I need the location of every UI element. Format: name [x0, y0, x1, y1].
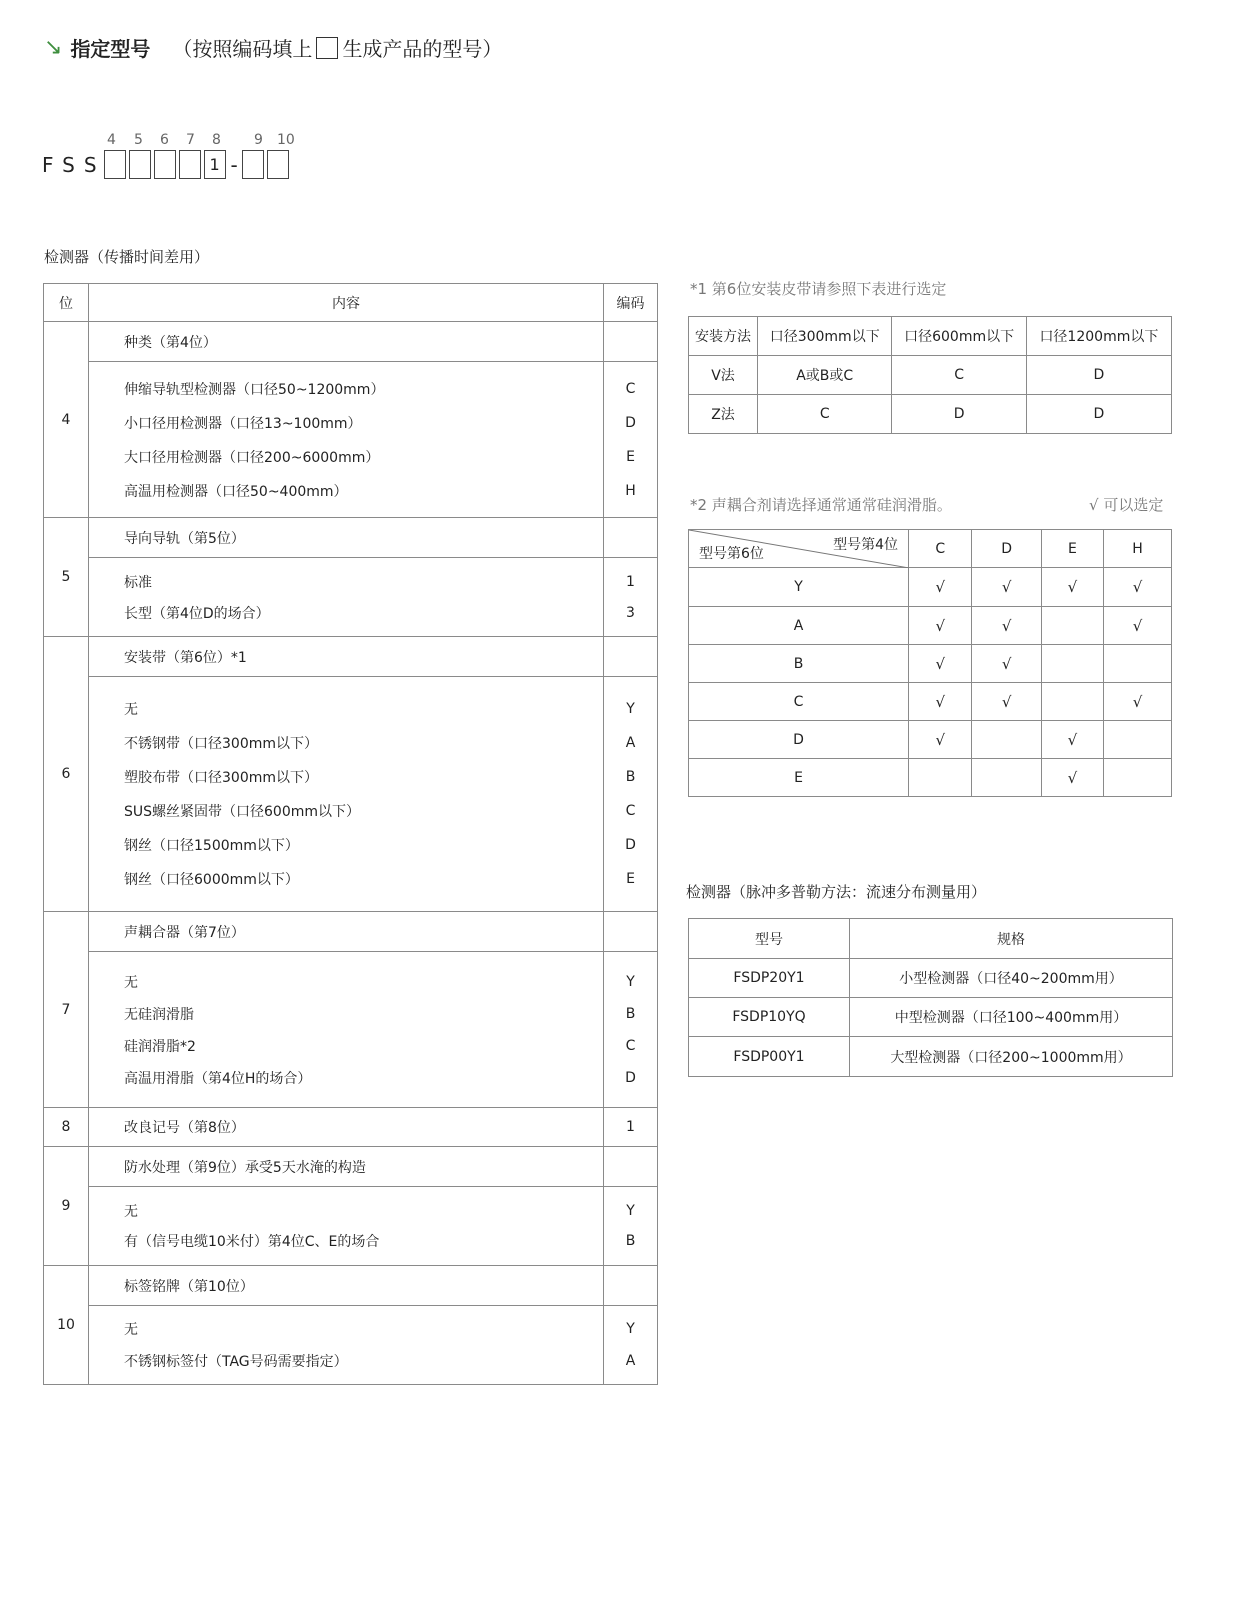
cell: 大型检测器（口径200~1000mm用）: [850, 1037, 1173, 1077]
row-label: E: [689, 759, 909, 797]
table-row: [689, 356, 1172, 395]
option-code: C: [625, 1037, 636, 1054]
check-mark: [1104, 721, 1172, 759]
check-mark: √: [909, 721, 972, 759]
group-header-row: [44, 1147, 658, 1187]
table-row: [689, 759, 1172, 797]
pos-label: 5: [134, 132, 143, 148]
cell: A或B或C: [758, 356, 892, 395]
table-row: [689, 959, 1173, 998]
option-text: 无: [124, 974, 138, 991]
empty-code: [604, 1266, 658, 1306]
option-code: B: [625, 1233, 636, 1249]
main-spec-table: [43, 283, 658, 1385]
option-code: Y: [626, 1203, 635, 1219]
cell: FSDP00Y1: [689, 1037, 850, 1077]
check-mark: √: [909, 645, 972, 683]
col-header: 口径600mm以下: [892, 317, 1026, 356]
option-code: E: [626, 448, 635, 465]
option-code: H: [625, 482, 636, 499]
pos-label: 7: [186, 132, 195, 148]
corner-top: 型号第4位: [833, 537, 898, 553]
option-code: D: [625, 414, 636, 431]
header-content: 内容: [89, 284, 604, 322]
check-mark: √: [909, 607, 972, 645]
option-code: Y: [626, 1321, 635, 1337]
option-text: 有（信号电缆10米付）第4位C、E的场合: [124, 1234, 380, 1250]
col-header: H: [1104, 530, 1172, 568]
code-box: [242, 150, 264, 179]
group-row: [44, 1108, 658, 1147]
belt-table: [688, 316, 1172, 434]
empty-code: [604, 1147, 658, 1187]
cell: C: [758, 395, 892, 434]
code-box: [179, 150, 201, 179]
option-text: 伸缩导轨型检测器（口径50~1200mm）: [124, 381, 385, 398]
code-prefix: FSS: [42, 152, 106, 177]
option-text: 无: [124, 702, 138, 718]
option-code: A: [625, 735, 636, 751]
main-section-title: 检测器（传播时间差用）: [44, 248, 210, 266]
col-header: D: [972, 530, 1041, 568]
cell: C: [892, 356, 1026, 395]
check-mark: [972, 759, 1041, 797]
cell: 小型检测器（口径40~200mm用）: [850, 959, 1173, 998]
col-header: 型号: [689, 919, 850, 959]
group-title: 导向导轨（第5位）: [89, 518, 604, 558]
option-code: Y: [626, 701, 635, 717]
pos-label: 8: [212, 132, 221, 148]
position-number: 10: [44, 1266, 89, 1385]
empty-code: [604, 518, 658, 558]
empty-code: [604, 322, 658, 362]
group-items-row: [44, 362, 658, 518]
check-mark: [1104, 759, 1172, 797]
group-header-row: [44, 322, 658, 362]
col-header: 口径1200mm以下: [1026, 317, 1171, 356]
option-code: 3: [626, 604, 635, 621]
table-row: [689, 645, 1172, 683]
check-mark: [1041, 683, 1103, 721]
table-row: [689, 998, 1173, 1037]
doppler-section-title: 检测器（脉冲多普勒方法：流速分布测量用）: [686, 883, 987, 901]
check-mark: √: [909, 683, 972, 721]
option-code: C: [625, 803, 636, 819]
option-text: 无: [124, 1322, 138, 1338]
group-items-row: [44, 1306, 658, 1385]
row-label: A: [689, 607, 909, 645]
check-mark: √: [1041, 759, 1103, 797]
option-text: SUS螺丝紧固带（口径600mm以下）: [124, 804, 361, 820]
col-header: C: [909, 530, 972, 568]
table-row: [689, 607, 1172, 645]
pos-label: 9: [254, 132, 263, 148]
option-text: 塑胶布带（口径300mm以下）: [124, 770, 318, 786]
arrow-down-right-icon: ↘: [44, 35, 63, 60]
option-text: 小口径用检测器（口径13~100mm）: [124, 415, 362, 432]
position-number: 5: [44, 518, 89, 637]
cell: 中型检测器（口径100~400mm用）: [850, 998, 1173, 1037]
title-text: 指定型号: [70, 37, 151, 61]
corner-cell: [689, 530, 909, 568]
option-text: 无硅润滑脂: [124, 1006, 194, 1023]
cell: D: [892, 395, 1026, 434]
code-value: 1: [604, 1108, 658, 1147]
subtitle-post: 生成产品的型号）: [342, 37, 503, 61]
option-text: 高温用检测器（口径50~400mm）: [124, 483, 348, 500]
option-code: A: [625, 1353, 636, 1369]
option-text: 无: [124, 1204, 138, 1220]
check-mark: √: [1104, 683, 1172, 721]
check-mark: √: [972, 568, 1041, 607]
option-code: 1: [626, 573, 635, 590]
pos-label: 4: [107, 132, 116, 148]
group-header-row: [44, 1266, 658, 1306]
col-header: E: [1041, 530, 1103, 568]
option-code: C: [625, 380, 636, 397]
check-mark: [972, 721, 1041, 759]
check-mark: √: [972, 645, 1041, 683]
option-text: 钢丝（口径1500mm以下）: [124, 838, 299, 854]
cell: D: [1026, 395, 1171, 434]
cell: D: [1026, 356, 1171, 395]
code-box-fixed: 1: [204, 150, 226, 179]
col-header: 安装方法: [689, 317, 758, 356]
check-mark: √: [1104, 568, 1172, 607]
check-mark: [1104, 645, 1172, 683]
table-row: [689, 395, 1172, 434]
option-code: D: [625, 837, 636, 853]
subtitle-pre: （按照编码填上: [172, 37, 313, 61]
table-row: [689, 683, 1172, 721]
option-code: B: [625, 1005, 636, 1022]
check-mark: √: [1041, 568, 1103, 607]
empty-code: [604, 637, 658, 677]
fill-box-icon: [316, 37, 338, 59]
compat-table: [688, 529, 1172, 797]
page-title: [44, 33, 502, 62]
code-box: [104, 150, 126, 179]
cell: Z法: [689, 395, 758, 434]
col-header: 规格: [850, 919, 1173, 959]
row-label: C: [689, 683, 909, 721]
group-title: 防水处理（第9位）承受5天水淹的构造: [89, 1147, 604, 1187]
option-text: 钢丝（口径6000mm以下）: [124, 872, 299, 888]
doppler-table: [688, 918, 1173, 1077]
check-mark: [1041, 645, 1103, 683]
row-label: Y: [689, 568, 909, 607]
option-text: 不锈钢标签付（TAG号码需要指定）: [124, 1354, 348, 1370]
check-mark: √: [972, 607, 1041, 645]
group-title: 标签铭牌（第10位）: [89, 1266, 604, 1306]
group-title: 改良记号（第8位）: [89, 1108, 604, 1147]
check-mark: √: [1104, 607, 1172, 645]
check-mark: [1041, 607, 1103, 645]
option-text: 长型（第4位D的场合）: [124, 605, 270, 622]
position-number: 9: [44, 1147, 89, 1266]
option-code: E: [626, 871, 635, 887]
check-mark: √: [972, 683, 1041, 721]
group-items-row: [44, 558, 658, 637]
group-items-row: [44, 952, 658, 1108]
empty-code: [604, 912, 658, 952]
note-2: *2 声耦合剂请选择通常通常硅润滑脂。: [690, 496, 952, 514]
header-code: 编码: [604, 284, 658, 322]
code-box: [129, 150, 151, 179]
check-legend: √ 可以选定: [1089, 496, 1164, 514]
position-number: 7: [44, 912, 89, 1108]
row-label: B: [689, 645, 909, 683]
group-items-row: [44, 677, 658, 912]
table-row: [689, 721, 1172, 759]
option-code: B: [625, 769, 636, 785]
group-header-row: [44, 912, 658, 952]
note-1: *1 第6位安装皮带请参照下表进行选定: [690, 280, 947, 298]
cell: FSDP10YQ: [689, 998, 850, 1037]
check-mark: [909, 759, 972, 797]
option-text: 硅润滑脂*2: [124, 1038, 196, 1055]
group-title: 声耦合器（第7位）: [89, 912, 604, 952]
corner-bottom: 型号第6位: [699, 546, 764, 562]
option-text: 高温用滑脂（第4位H的场合）: [124, 1070, 312, 1087]
pos-label: 10: [277, 132, 295, 148]
option-code: D: [625, 1069, 636, 1086]
code-box: [267, 150, 289, 179]
row-label: D: [689, 721, 909, 759]
table-row: [689, 1037, 1173, 1077]
option-text: 大口径用检测器（口径200~6000mm）: [124, 449, 380, 466]
code-dash: -: [230, 152, 238, 177]
position-number: 8: [44, 1108, 89, 1147]
check-mark: √: [1041, 721, 1103, 759]
check-mark: √: [909, 568, 972, 607]
model-code: [42, 132, 295, 179]
pos-label: 6: [160, 132, 169, 148]
option-code: Y: [626, 973, 635, 990]
option-text: 标准: [124, 574, 152, 591]
cell: V法: [689, 356, 758, 395]
col-header: 口径300mm以下: [758, 317, 892, 356]
group-header-row: [44, 637, 658, 677]
position-number: 6: [44, 637, 89, 912]
position-number: 4: [44, 322, 89, 518]
cell: FSDP20Y1: [689, 959, 850, 998]
option-text: 不锈钢带（口径300mm以下）: [124, 736, 318, 752]
code-box: [154, 150, 176, 179]
header-pos: 位: [44, 284, 89, 322]
table-row: [689, 568, 1172, 607]
group-title: 种类（第4位）: [89, 322, 604, 362]
group-title: 安装带（第6位）*1: [89, 637, 604, 677]
group-header-row: [44, 518, 658, 558]
group-items-row: [44, 1187, 658, 1266]
